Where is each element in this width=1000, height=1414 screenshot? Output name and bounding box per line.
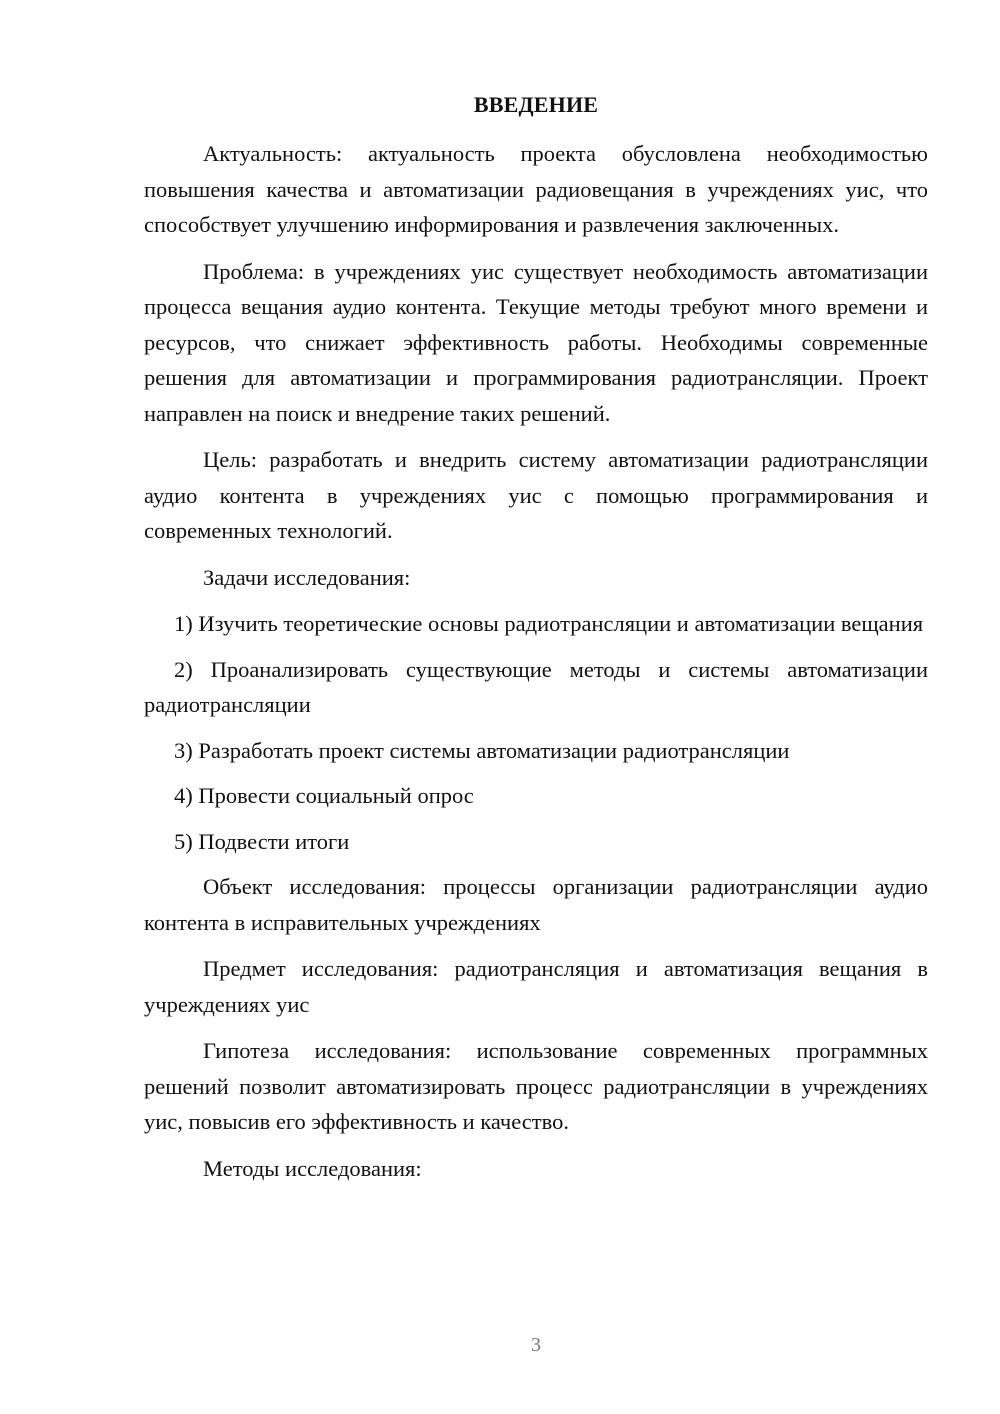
page-number: 3 <box>531 1334 541 1356</box>
methods-heading: Методы исследования: <box>203 1155 422 1181</box>
paragraph-relevance: Актуальность: актуальность проекта обусловлена необходимостью повышения качества и автоматизации радиовещания в учреждениях уис, что способствует улучшению информирования и развлечения заключенных. <box>144 141 928 237</box>
section-title: ВВЕДЕНИЕ <box>473 92 599 117</box>
document-page <box>144 92 928 1197</box>
paragraph-subject: Предмет исследования: радиотрансляция и автоматизация вещания в учреждениях уис <box>144 956 928 1017</box>
paragraph-hypothesis: Гипотеза исследования: использование современных программных решений позволит автоматизировать процесс радиотрансляции в учреждениях уис, повысив его эффективность и качество. <box>144 1038 928 1134</box>
paragraph-object: Объект исследования: процессы организации радиотрансляции аудио контента в исправительных учреждениях <box>144 874 928 935</box>
paragraph-goal: Цель: разработать и внедрить систему автоматизации радиотрансляции аудио контента в учреждениях уис с помощью программирования и современных технологий. <box>144 447 928 543</box>
task-item-5: 5) Подвести итоги <box>174 828 350 854</box>
task-item-1: 1) Изучить теоретические основы радиотрансляции и автоматизации вещания <box>174 611 924 636</box>
tasks-heading: Задачи исследования: <box>203 564 411 590</box>
paragraph-problem: Проблема: в учреждениях уис существует необходимость автоматизации процесса вещания аудио контента. Текущие методы требуют много времени и ресурсов, что снижает эффективность работы. Необходимы современные решения для автоматизации и программирования радиотрансляции. Проект направлен на поиск и внедрение таких решений. <box>144 258 928 426</box>
task-item-4: 4) Провести социальный опрос <box>174 783 474 808</box>
task-item-3: 3) Разработать проект системы автоматизации радиотрансляции <box>174 737 790 763</box>
task-item-2: 2) Проанализировать существующие методы и системы автоматизации радиотрансляции <box>144 656 928 717</box>
